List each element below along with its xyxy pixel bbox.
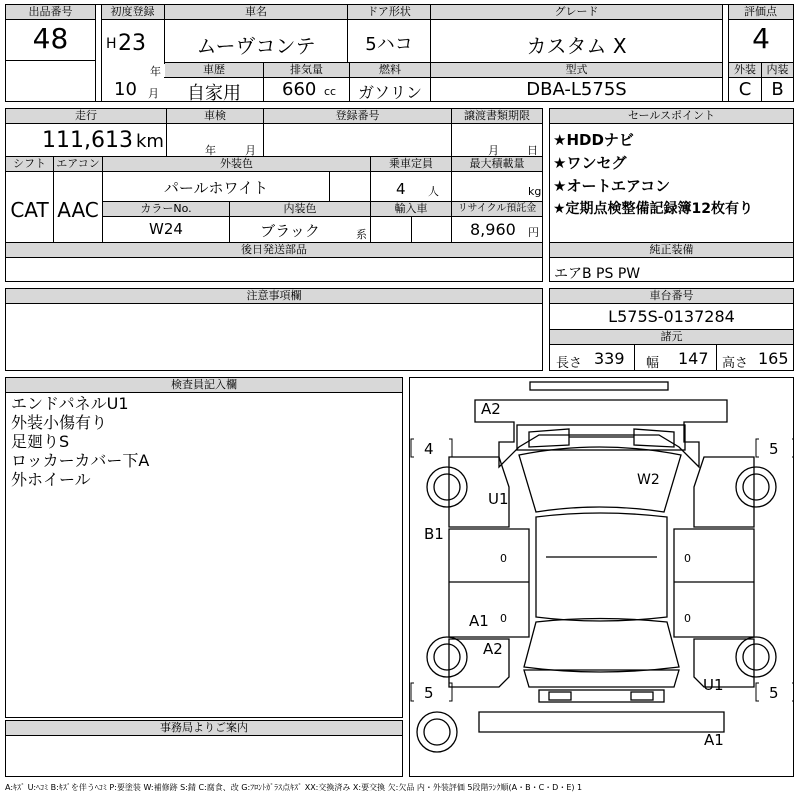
capacity-label: 乗車定員 [371, 157, 451, 172]
car-name: ムーヴコンテ [196, 34, 316, 58]
damage-mark: A2 [483, 640, 503, 658]
displacement-label: 排気量 [264, 63, 349, 78]
tire-mark-front-right: 5 [769, 440, 779, 458]
ac-label: エアコン [54, 157, 102, 172]
recycle-label: リサイクル預託金 [452, 202, 542, 217]
width-label: 幅 [646, 356, 660, 371]
grade-label: グレード [431, 5, 722, 20]
door-label: ドア形状 [348, 5, 430, 20]
recycle-unit: 円 [528, 226, 539, 239]
mileage: 111,613 [42, 128, 133, 153]
mileage-label: 走行 [6, 109, 166, 124]
tire-mark-rear-left: 5 [424, 684, 434, 702]
model: DBA-L575S [526, 79, 627, 100]
chassis-label: 車台番号 [550, 289, 793, 304]
height-label: 高さ [722, 356, 749, 371]
color-no: W24 [149, 220, 183, 238]
tire-mark-front-left: 4 [424, 440, 434, 458]
interior-score: B [771, 79, 784, 100]
equipment: エアB PS PW [554, 266, 641, 282]
damage-mark: U1 [488, 490, 509, 508]
int-color-unit: 系 [356, 228, 367, 241]
import-label: 輸入車 [371, 202, 451, 217]
fuel: ガソリン [357, 83, 422, 102]
capacity: 4 [396, 180, 406, 198]
damage-mark: B1 [424, 525, 444, 543]
reg-no-label: 登録番号 [264, 109, 451, 124]
equipment-label: 純正装備 [550, 243, 793, 258]
fuel-label: 燃料 [350, 63, 430, 78]
exterior-score: C [738, 79, 752, 100]
year-unit: 年 [150, 65, 161, 78]
ext-color: パールホワイト [163, 179, 269, 197]
mileage-unit: km [136, 131, 164, 152]
interior-label: 内装 [762, 63, 793, 78]
zero-mark: 0 [500, 612, 507, 625]
office-label: 事務局よりご案内 [6, 721, 402, 736]
door-type: 5ハコ [365, 34, 413, 55]
insp-month-unit: 月 [245, 144, 256, 157]
color-no-label: カラーNo. [103, 202, 229, 217]
later-parts-label: 後日発送部品 [6, 243, 542, 258]
transfer-day-unit: 日 [527, 144, 538, 157]
zero-mark: 0 [684, 552, 691, 565]
selling-point-3: ★オートエアコン [553, 177, 671, 195]
damage-mark: U1 [703, 676, 724, 694]
load-label: 最大積載量 [452, 157, 542, 172]
inspector-label: 検査員記入欄 [6, 378, 402, 393]
damage-mark: A2 [481, 400, 501, 418]
ext-color-label: 外装色 [103, 157, 370, 172]
shift-label: シフト [6, 157, 53, 172]
shift: CAT [10, 198, 49, 222]
damage-mark: A1 [704, 731, 724, 749]
ac: AAC [57, 198, 99, 222]
history-label: 車歴 [165, 63, 263, 78]
damage-mark: A1 [469, 612, 489, 630]
length: 339 [594, 349, 625, 368]
spec-label: 諸元 [550, 330, 793, 345]
int-color: ブラック [260, 222, 320, 240]
displacement-unit: cc [324, 85, 337, 98]
chassis-number: L575S-0137284 [608, 307, 735, 326]
model-label: 型式 [431, 63, 722, 78]
width: 147 [678, 349, 709, 368]
first-reg-year: 23 [118, 31, 146, 56]
selling-point-2: ★ワンセグ [553, 154, 627, 172]
height: 165 [758, 349, 789, 368]
month-unit: 月 [148, 87, 159, 100]
displacement: 660 [282, 79, 317, 100]
inspection-label: 車検 [167, 109, 263, 124]
notes-label: 注意事項欄 [6, 289, 542, 304]
zero-mark: 0 [684, 612, 691, 625]
zero-mark: 0 [500, 552, 507, 565]
selling-points-label: セールスポイント [550, 109, 793, 124]
insp-year-unit: 年 [205, 144, 216, 157]
int-color-label: 内装色 [230, 202, 370, 217]
transfer-month-unit: 月 [488, 144, 499, 157]
legend-text: A:ｷｽﾞ U:ﾍｺﾐ B:ｷｽﾞを伴うﾍｺﾐ P:要塗装 W:補修跡 S:錆 C:腐食、改 G:ﾌﾛﾝﾄｶﾞﾗｽ点ｷｽﾞ XX:交換済み X:要交換 欠:欠品 内・外装評価 5段階ﾗﾝｸ順(A・B・C・D・E) 1 [5, 783, 583, 792]
length-label: 長さ [556, 356, 583, 371]
first-reg-label: 初度登録 [101, 5, 164, 20]
damage-mark: W2 [637, 472, 660, 488]
car-name-label: 車名 [165, 5, 347, 20]
score: 4 [752, 22, 770, 55]
transfer-label: 譲渡書類期限 [452, 109, 542, 124]
selling-point-1: ★HDDナビ [553, 131, 634, 149]
capacity-unit: 人 [428, 185, 439, 198]
selling-point-4: ★定期点検整備記録簿12枚有り [553, 201, 754, 217]
exterior-label: 外装 [729, 63, 761, 78]
grade: カスタム X [526, 34, 627, 58]
first-reg-month: 10 [114, 79, 137, 100]
lot-number: 48 [32, 22, 69, 55]
car-diagram [409, 377, 794, 777]
history: 自家用 [187, 83, 241, 104]
inspector-notes: エンドパネルU1 外装小傷有り 足廻りS ロッカーカバー下A 外ホイール [11, 394, 150, 489]
score-label: 評価点 [728, 5, 793, 20]
load-unit: kg [528, 185, 542, 198]
lot-label: 出品番号 [6, 5, 95, 20]
tire-mark-rear-right: 5 [769, 684, 779, 702]
recycle: 8,960 [470, 220, 516, 239]
era: H [106, 36, 117, 52]
